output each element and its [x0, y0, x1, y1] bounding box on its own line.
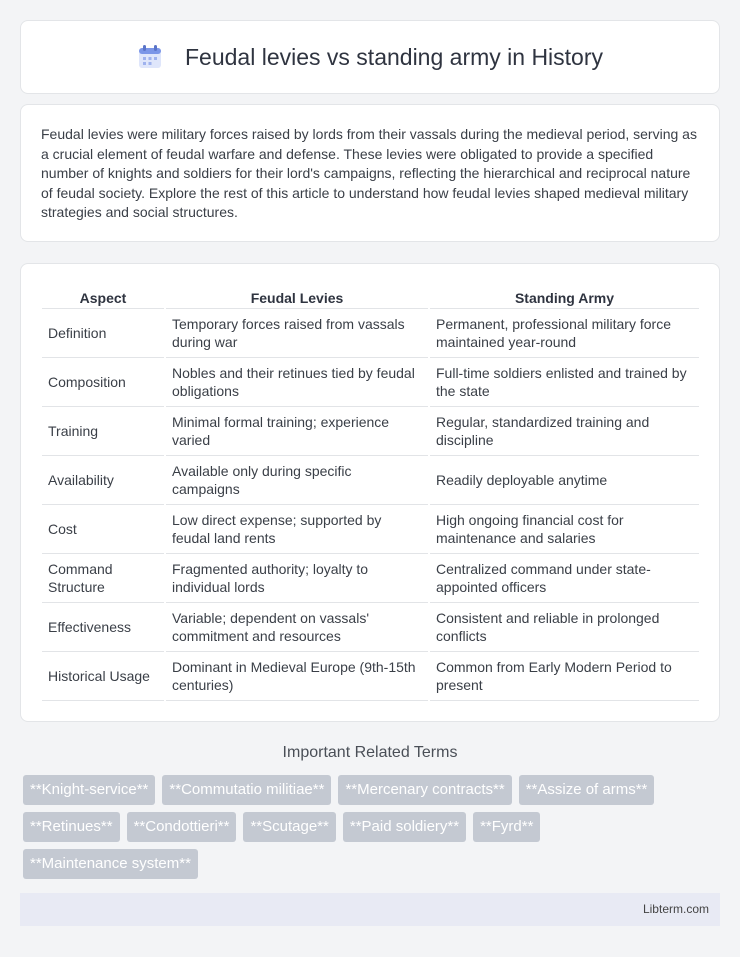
header-standing-army: Standing Army [429, 284, 699, 308]
comparison-card [20, 263, 720, 722]
calendar-icon [137, 44, 163, 70]
intro-card [20, 104, 720, 242]
row-standing: High ongoing financial cost for maintenance and salaries [429, 504, 699, 553]
row-feudal: Temporary forces raised from vassals during war [165, 308, 429, 357]
comparison-table [42, 284, 699, 701]
related-term-tag[interactable]: **Knight-service** [23, 775, 155, 805]
row-feudal: Nobles and their retinues tied by feudal obligations [165, 357, 429, 406]
related-terms-title: Important Related Terms [282, 744, 458, 761]
row-standing: Permanent, professional military force maintained year-round [429, 308, 699, 357]
footer [20, 893, 720, 926]
related-term-tag[interactable]: **Assize of arms** [519, 775, 655, 805]
page-title: Feudal levies vs standing army in History [185, 43, 603, 70]
row-standing: Consistent and reliable in prolonged conflicts [429, 602, 699, 651]
row-standing: Readily deployable anytime [429, 455, 699, 504]
table-row [42, 455, 699, 504]
row-aspect: Command Structure [42, 553, 165, 602]
table-row [42, 651, 699, 700]
row-aspect: Effectiveness [42, 602, 165, 651]
related-term-tag[interactable]: **Condottieri** [127, 812, 237, 842]
row-feudal: Available only during specific campaigns [165, 455, 429, 504]
row-aspect: Composition [42, 357, 165, 406]
footer-site-link[interactable]: Libterm.com [642, 902, 709, 916]
header-feudal-levies: Feudal Levies [165, 284, 429, 308]
row-feudal: Low direct expense; supported by feudal land rents [165, 504, 429, 553]
table-row [42, 504, 699, 553]
row-aspect: Availability [42, 455, 165, 504]
row-feudal: Dominant in Medieval Europe (9th-15th centuries) [165, 651, 429, 700]
row-aspect: Historical Usage [42, 651, 165, 700]
row-feudal: Minimal formal training; experience varied [165, 406, 429, 455]
related-term-tag[interactable]: **Maintenance system** [23, 849, 198, 879]
row-aspect: Definition [42, 308, 165, 357]
table-row [42, 308, 699, 357]
row-standing: Common from Early Modern Period to present [429, 651, 699, 700]
intro-paragraph: Feudal levies were military forces raised by lords from their vassals during the medieval period, serving as a crucial element of feudal warfare and defense. These levies were obligated to provide a specified number of knights and soldiers for their lord's campaigns, reflecting the hierarchical and reciprocal nature of feudal society. Explore the rest of this article to understand how feudal levies shaped medieval military strategies and social structures. [41, 126, 697, 221]
row-aspect: Training [42, 406, 165, 455]
table-row [42, 553, 699, 602]
row-feudal: Fragmented authority; loyalty to individual lords [165, 553, 429, 602]
related-terms-list [23, 775, 723, 886]
row-standing: Regular, standardized training and discipline [429, 406, 699, 455]
related-term-tag[interactable]: **Scutage** [243, 812, 335, 842]
row-standing: Centralized command under state-appointed officers [429, 553, 699, 602]
header-aspect: Aspect [42, 284, 165, 308]
title-card [20, 20, 720, 94]
related-term-tag[interactable]: **Commutatio militiae** [162, 775, 331, 805]
related-term-tag[interactable]: **Retinues** [23, 812, 120, 842]
related-term-tag[interactable]: **Mercenary contracts** [338, 775, 511, 805]
row-standing: Full-time soldiers enlisted and trained by the state [429, 357, 699, 406]
table-row [42, 602, 699, 651]
row-aspect: Cost [42, 504, 165, 553]
table-row [42, 406, 699, 455]
related-term-tag[interactable]: **Fyrd** [473, 812, 540, 842]
table-row [42, 357, 699, 406]
related-term-tag[interactable]: **Paid soldiery** [343, 812, 466, 842]
row-feudal: Variable; dependent on vassals' commitment and resources [165, 602, 429, 651]
table-header-row [42, 284, 699, 308]
